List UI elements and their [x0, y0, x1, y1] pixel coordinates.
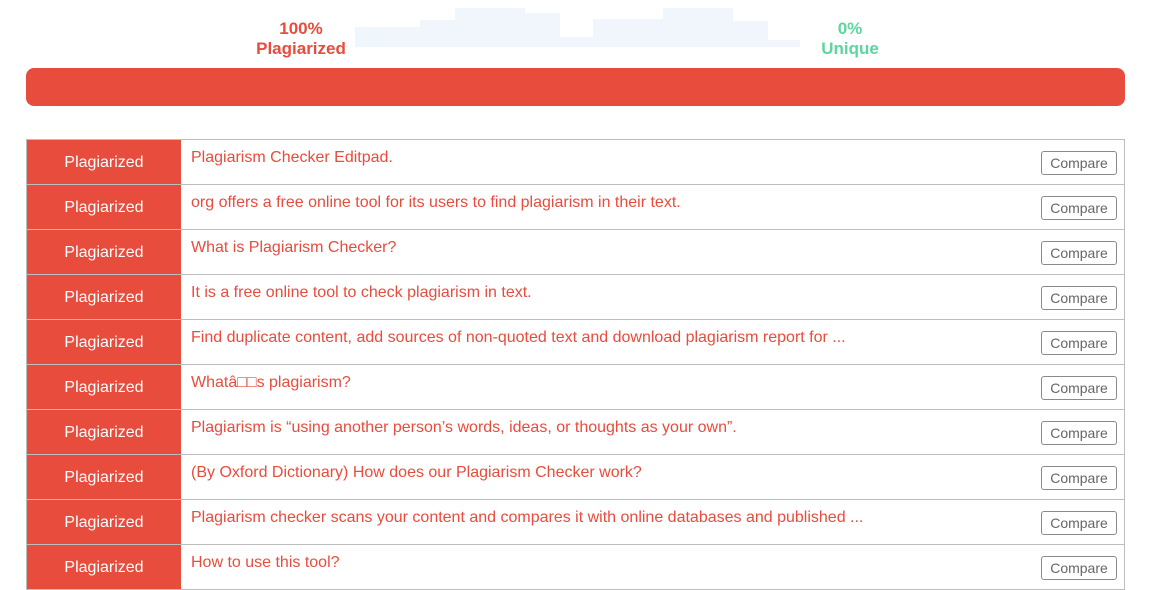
compare-button[interactable]: Compare — [1041, 511, 1117, 535]
compare-button[interactable]: Compare — [1041, 466, 1117, 490]
matched-sentence: It is a free online tool to check plagiarism in text. — [191, 284, 532, 301]
status-badge: Plagiarized — [27, 185, 181, 229]
matched-sentence: org offers a free online tool for its users to find plagiarism in their text. — [191, 194, 681, 211]
action-cell — [1034, 545, 1124, 589]
table-row — [26, 365, 1125, 410]
table-row — [26, 320, 1125, 365]
action-cell — [1034, 455, 1124, 499]
table-row — [26, 410, 1125, 455]
matched-sentence: (By Oxford Dictionary) How does our Plagiarism Checker work? — [191, 464, 642, 481]
action-cell — [1034, 275, 1124, 319]
action-cell — [1034, 140, 1124, 184]
compare-button[interactable]: Compare — [1041, 286, 1117, 310]
compare-button[interactable]: Compare — [1041, 151, 1117, 175]
status-badge: Plagiarized — [27, 365, 181, 409]
status-badge: Plagiarized — [27, 140, 181, 184]
status-badge: Plagiarized — [27, 545, 181, 589]
status-badge: Plagiarized — [27, 500, 181, 544]
table-row — [26, 140, 1125, 185]
table-row — [26, 185, 1125, 230]
plagiarism-progress-bar — [26, 68, 1125, 106]
action-cell — [1034, 365, 1124, 409]
status-badge: Plagiarized — [27, 230, 181, 274]
status-badge: Plagiarized — [27, 320, 181, 364]
plagiarism-progress-fill — [26, 68, 1125, 106]
matched-sentence: Plagiarism is “using another person’s words, ideas, or thoughts as your own”. — [191, 419, 737, 436]
table-row — [26, 455, 1125, 500]
action-cell — [1034, 320, 1124, 364]
plagiarized-stat — [226, 19, 376, 59]
action-cell — [1034, 230, 1124, 274]
compare-button[interactable]: Compare — [1041, 376, 1117, 400]
action-cell — [1034, 500, 1124, 544]
compare-button[interactable]: Compare — [1041, 241, 1117, 265]
unique-stat — [790, 19, 910, 59]
matched-sentence: What is Plagiarism Checker? — [191, 239, 397, 256]
compare-button[interactable]: Compare — [1041, 421, 1117, 445]
decorative-background-bars — [355, 7, 800, 47]
matched-sentence: Find duplicate content, add sources of non-quoted text and download plagiarism report for ... — [191, 329, 846, 346]
status-badge: Plagiarized — [27, 275, 181, 319]
table-row — [26, 275, 1125, 320]
plagiarized-percent: 100% — [279, 19, 323, 38]
status-badge: Plagiarized — [27, 410, 181, 454]
compare-button[interactable]: Compare — [1041, 331, 1117, 355]
table-row — [26, 500, 1125, 545]
matched-sentence: Plagiarism Checker Editpad. — [191, 149, 393, 166]
unique-label: Unique — [821, 39, 879, 58]
matched-sentence: Plagiarism checker scans your content and compares it with online databases and published ... — [191, 509, 864, 526]
table-row — [26, 230, 1125, 275]
compare-button[interactable]: Compare — [1041, 556, 1117, 580]
plagiarized-label: Plagiarized — [256, 39, 346, 58]
matched-sentence: Whatâ□□s plagiarism? — [191, 374, 351, 391]
table-row — [26, 545, 1125, 590]
results-table — [26, 139, 1125, 590]
matched-sentence: How to use this tool? — [191, 554, 340, 571]
status-badge: Plagiarized — [27, 455, 181, 499]
action-cell — [1034, 185, 1124, 229]
unique-percent: 0% — [837, 19, 863, 38]
action-cell — [1034, 410, 1124, 454]
compare-button[interactable]: Compare — [1041, 196, 1117, 220]
